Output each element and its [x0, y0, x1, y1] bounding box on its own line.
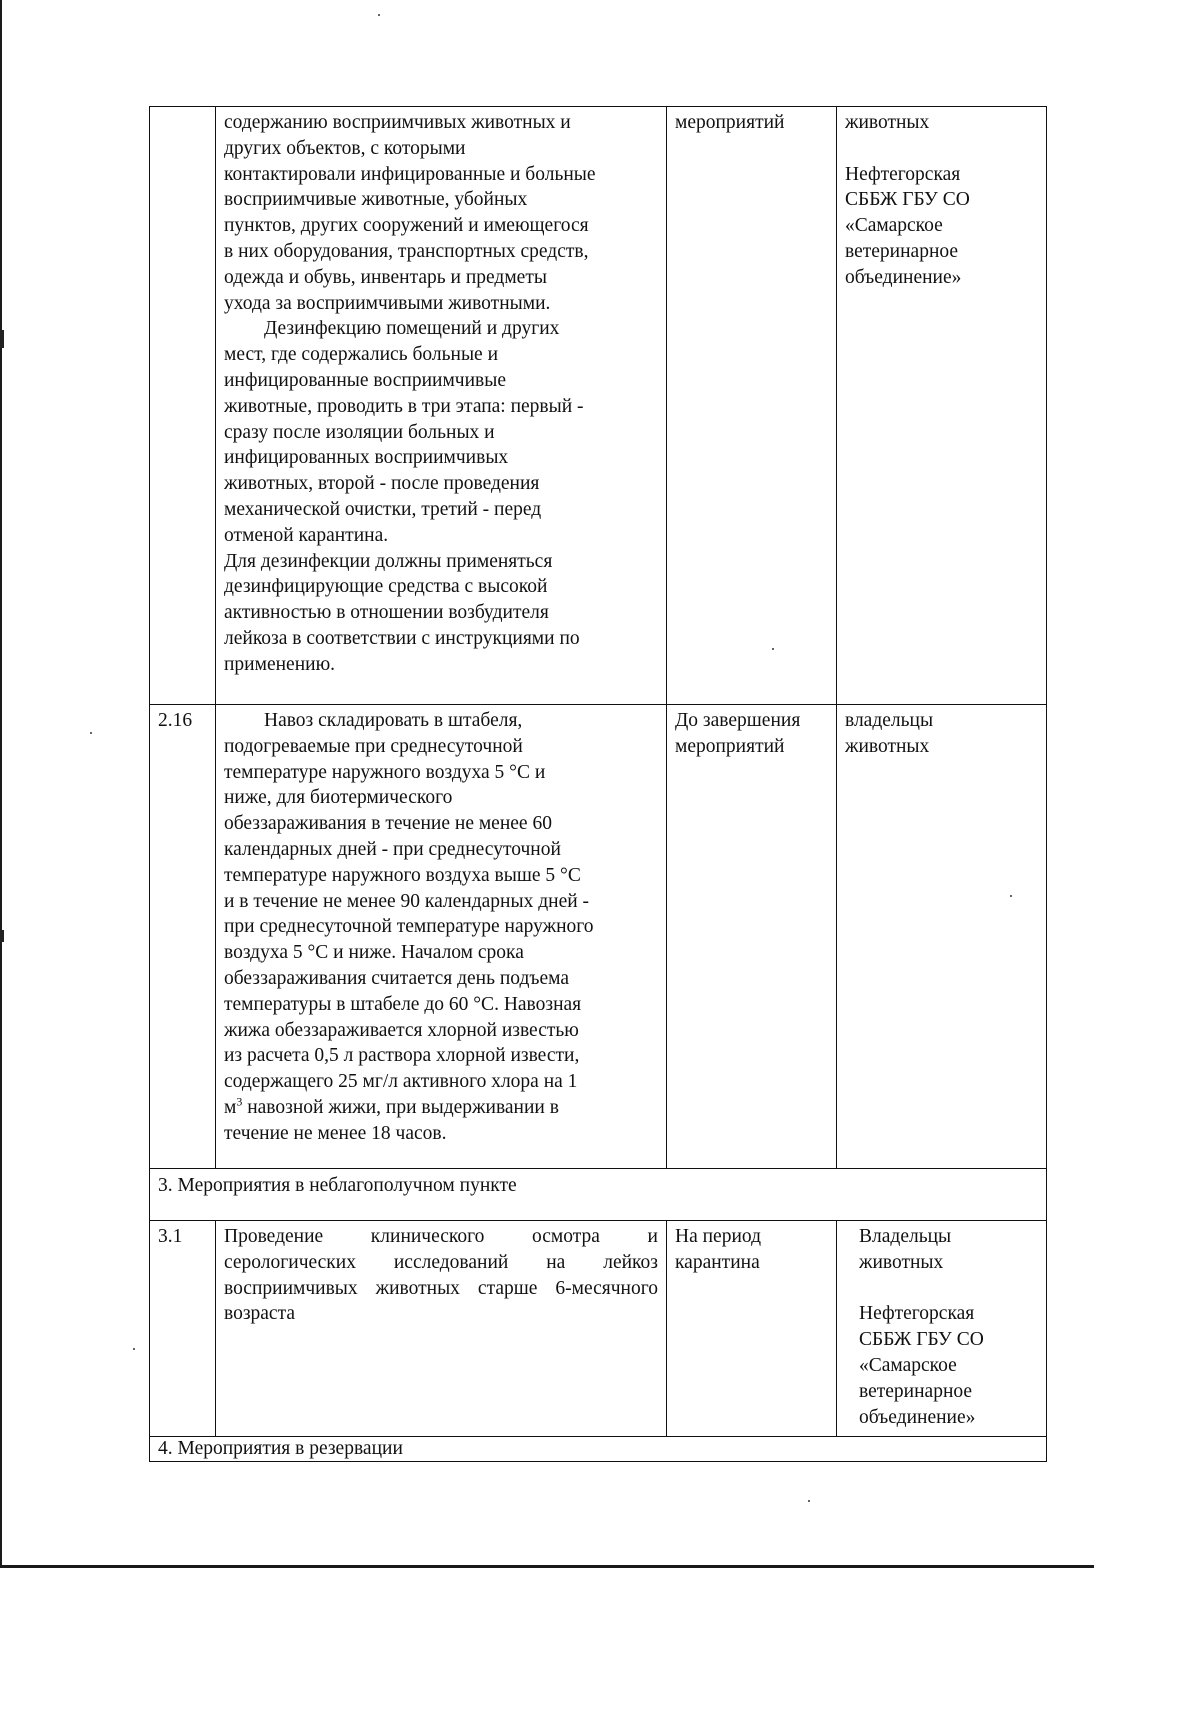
action-text: Дезинфекцию помещений и других мест, где содержались больные и инфицированные восприимчивые животные, проводить в три этапа: первый - сразу после изоляции больных и инфицированных восприимчивых животных, второй - после проведения механической очистки, третий - перед отменой карантина. Для дезинфекции должны применяться дезинфицирующие средства с высокой активностью в отношении возбудителя лейкоза в соответствии с инструкциями по применению.: [224, 318, 584, 675]
superscript: 3: [236, 1094, 243, 1109]
scan-speck: [378, 14, 380, 16]
row-number-cell: [150, 107, 216, 705]
row-number-cell: 2.16: [150, 705, 216, 1169]
page-left-edge: [0, 0, 2, 1568]
action-cell: [216, 705, 667, 1169]
term-cell: мероприятий: [667, 107, 837, 705]
page-bottom-edge: [0, 1565, 1094, 1568]
scan-mark: [0, 330, 4, 348]
section-heading-row: [150, 1169, 1047, 1221]
term-cell: До завершения мероприятий: [667, 705, 837, 1169]
scan-mark: [0, 930, 4, 942]
section-heading: 4. Мероприятия в резервации: [150, 1437, 1047, 1462]
responsible-cell: владельцы животных: [837, 705, 1047, 1169]
responsible-cell: животных Нефтегорская СББЖ ГБУ СО «Самарское ветеринарное объединение»: [837, 107, 1047, 705]
responsible-cell: Владельцы животных Нефтегорская СББЖ ГБУ СО «Самарское ветеринарное объединение»: [837, 1221, 1047, 1437]
row-number-cell: 3.1: [150, 1221, 216, 1437]
scan-speck: [808, 1500, 810, 1502]
action-text: навозной жижи, при выдерживании в течение не менее 18 часов.: [224, 1096, 559, 1144]
section-heading-row: [150, 1437, 1047, 1462]
action-text: Навоз складировать в штабеля, подогреваемые при среднесуточной температуре наружного воздуха 5 °С и ниже, для биотермического обеззараживания в течение не менее 60 календарных дней - при среднесуточной температуре наружного воздуха выше 5 °С и в течение не менее 90 календарных дней - при среднесуточной температуре наружного воздуха 5 °С и ниже. Началом срока обеззараживания считается день подъема температуры в штабеле до 60 °С. Навозная жижа обеззараживается хлорной известью из расчета 0,5 л раствора хлорной извести, содержащего 25 мг/л активного хлора на 1 м: [224, 710, 594, 1118]
scan-speck: [133, 1348, 135, 1350]
action-cell: Проведение клинического осмотра и серологических исследований на лейкоз восприимчивых животных старше 6-месячного возраста: [216, 1221, 667, 1437]
scan-speck: [90, 732, 92, 734]
measures-table: [149, 106, 1047, 1462]
table-row: [150, 1221, 1047, 1437]
action-cell: [216, 107, 667, 705]
section-heading: 3. Мероприятия в неблагополучном пункте: [150, 1169, 1047, 1221]
table-row: [150, 107, 1047, 705]
table-row: [150, 705, 1047, 1169]
term-cell: На период карантина: [667, 1221, 837, 1437]
action-text: содержанию восприимчивых животных и других объектов, с которыми контактировали инфицированные и больные восприимчивые животные, убойных пунктов, других сооружений и имеющегося в них оборудования, транспортных средств, одежда и обувь, инвентарь и предметы ухода за восприимчивыми животными.: [224, 112, 596, 314]
